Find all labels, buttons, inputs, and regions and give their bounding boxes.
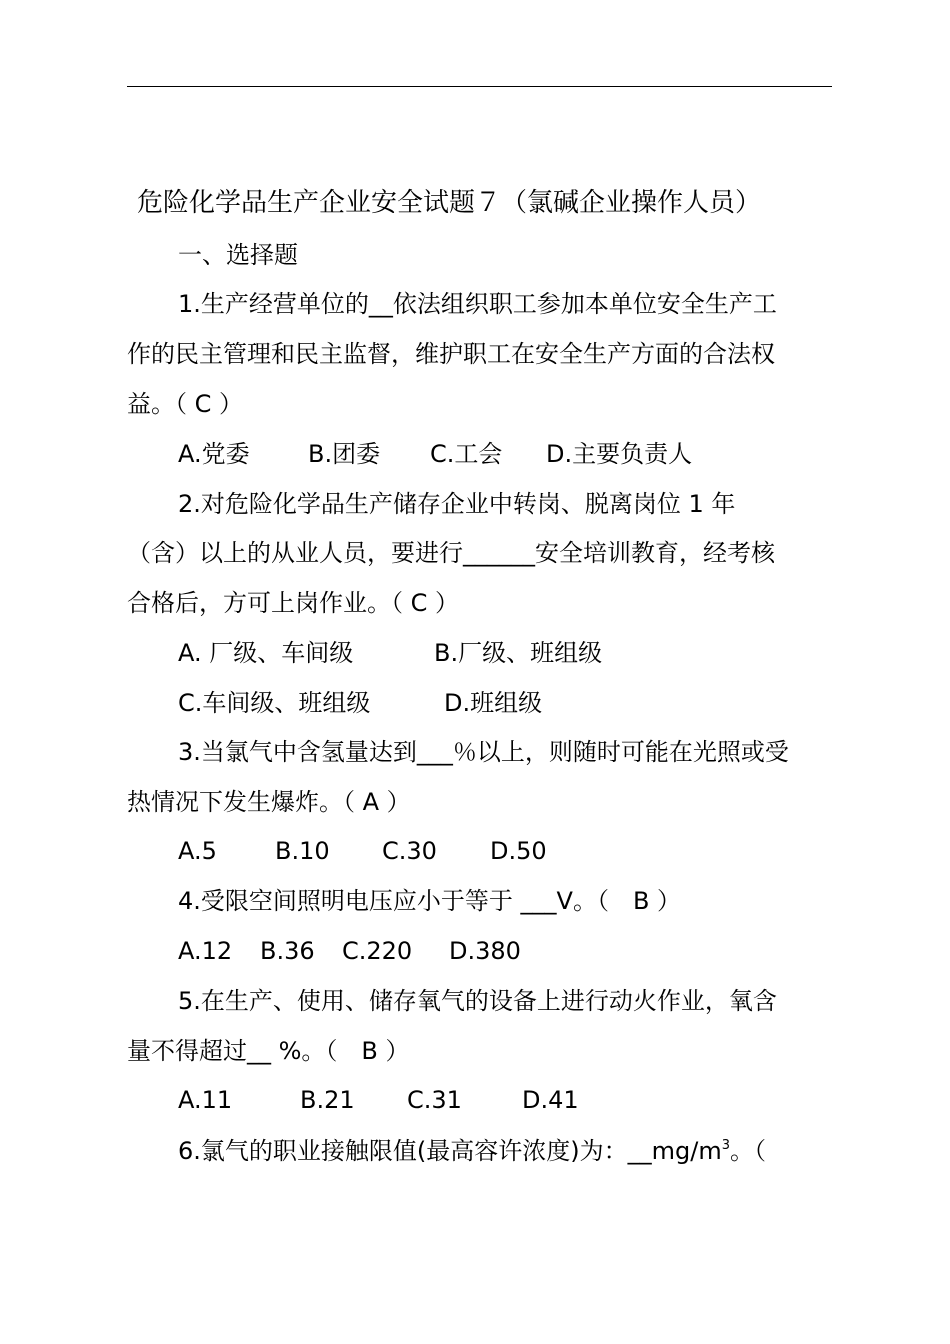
question-1-option-a: A.党委: [178, 440, 250, 468]
question-5-option-a: A.11: [178, 1086, 233, 1114]
question-2-option-d: D.班组级: [444, 689, 543, 717]
question-1-line-1: 1.生产经营单位的__依法组织职工参加本单位安全生产工: [178, 290, 777, 318]
question-2-line-3: 合格后，方可上岗作业。（ C ）: [127, 589, 460, 617]
question-2-option-b: B.厂级、班组级: [434, 639, 603, 667]
question-5-line-1: 5.在生产、使用、储存氧气的设备上进行动火作业，氧含: [178, 987, 777, 1015]
question-2-line-1: 2.对危险化学品生产储存企业中转岗、脱离岗位 1 年: [178, 490, 736, 518]
question-1-option-b: B.团委: [308, 440, 381, 468]
question-4-line-1: 4.受限空间照明电压应小于等于 ___V。（ B ）: [178, 887, 682, 915]
question-4-option-c: C.220: [342, 937, 413, 965]
question-3-line-2: 热情况下发生爆炸。（ A ）: [127, 788, 411, 816]
question-3-option-b: B.10: [275, 837, 330, 865]
header-rule: [127, 86, 832, 87]
question-5-option-c: C.31: [407, 1086, 462, 1114]
question-3-option-d: D.50: [490, 837, 547, 865]
question-6-superscript: 3: [721, 1138, 730, 1153]
question-2-option-c: C.车间级、班组级: [178, 689, 371, 717]
question-1-line-2: 作的民主管理和民主监督，维护职工在安全生产方面的合法权: [127, 340, 775, 368]
question-4-option-d: D.380: [449, 937, 521, 965]
question-5-line-2: 量不得超过__ %。（ B ）: [127, 1037, 410, 1065]
question-5-option-d: D.41: [522, 1086, 579, 1114]
question-2-line-2: （含）以上的从业人员，要进行______安全培训教育，经考核: [127, 539, 775, 567]
question-6-text: 6.氯气的职业接触限值(最高容许浓度)为：__mg/m: [178, 1137, 722, 1165]
question-1-line-3: 益。（ C ）: [127, 390, 244, 418]
question-3-line-1: 3.当氯气中含氢量达到___％以上，则随时可能在光照或受: [178, 738, 789, 766]
question-6-text-end: 。（: [729, 1137, 766, 1165]
question-5-option-b: B.21: [300, 1086, 355, 1114]
question-4-option-a: A.12: [178, 937, 233, 965]
page-title: 危险化学品生产企业安全试题７（氯碱企业操作人员）: [137, 188, 762, 218]
question-6-line-1: [178, 1136, 766, 1166]
question-2-option-a: A. 厂级、车间级: [178, 639, 354, 667]
question-3-option-a: A.5: [178, 837, 217, 865]
question-3-option-c: C.30: [382, 837, 437, 865]
section-heading: 一、选择题: [178, 241, 298, 269]
question-1-option-d: D.主要负责人: [546, 440, 693, 468]
question-4-option-b: B.36: [260, 937, 315, 965]
question-1-option-c: C.工会: [430, 440, 503, 468]
